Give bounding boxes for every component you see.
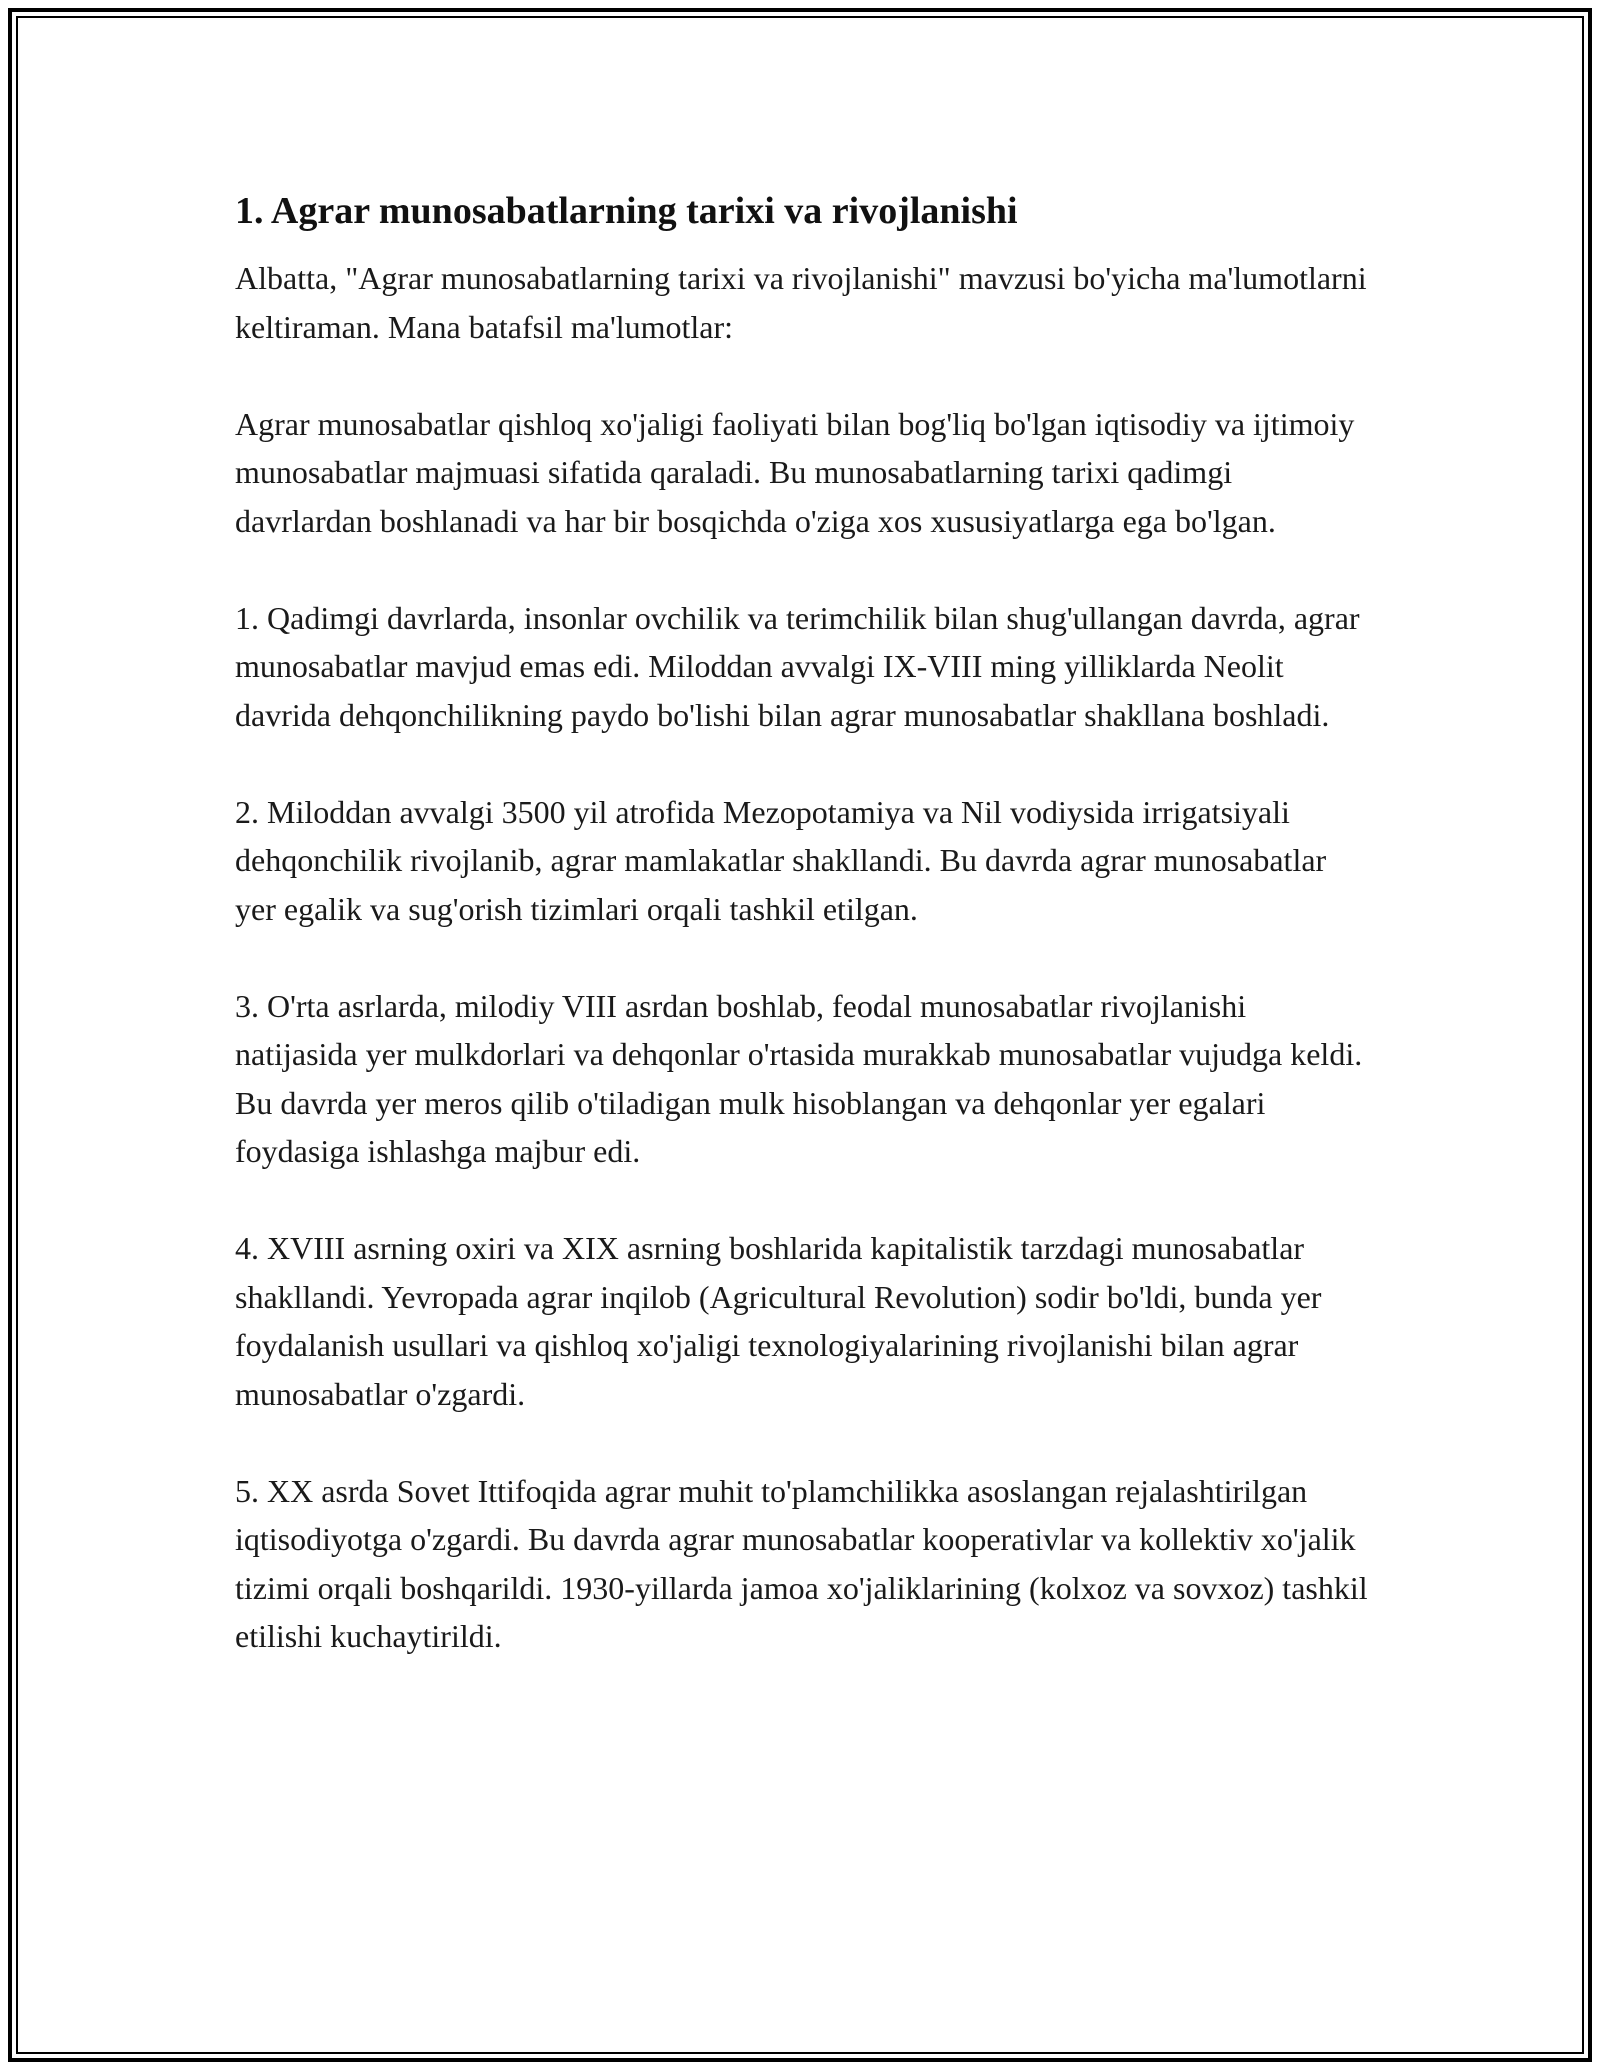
- paragraph-intro: Albatta, "Agrar munosabatlarning tarixi va rivojlanishi" mavzusi bo'yicha ma'lumotlarni keltiraman. Mana batafsil ma'lumotlar:: [235, 260, 1367, 345]
- paragraph-item-4: 4. XVIII asrning oxiri va XIX asrning boshlarida kapitalistik tarzdagi munosabatlar shakllandi. Yevropada agrar inqilob (Agricultural Revolution) sodir bo'ldi, bunda yer foydalanish usullari va qishloq xo'jaligi texnologiyalarining rivojlanishi bilan agrar munosabatlar o'zgardi.: [235, 1230, 1322, 1412]
- paragraph-item-5: 5. XX asrda Sovet Ittifoqida agrar muhit to'plamchilikka asoslangan rejalashtirilgan iqtisodiyotga o'zgardi. Bu davrda agrar munosabatlar kooperativlar va kollektiv xo'jalik tizimi orqali boshqarildi. 1930-yillarda jamoa xo'jaliklarining (kolxoz va sovxoz) tashkil etilishi kuchaytirildi.: [235, 1472, 1368, 1654]
- paragraph-item-1: 1. Qadimgi davrlarda, insonlar ovchilik va terimchilik bilan shug'ullangan davrda, agrar munosabatlar mavjud emas edi. Miloddan avvalgi IX-VIII ming yilliklarda Neolit davrida dehqonchilikning paydo bo'lishi bilan agrar munosabatlar shakllana boshladi.: [235, 599, 1360, 733]
- paragraph-definition: Agrar munosabatlar qishloq xo'jaligi faoliyati bilan bog'liq bo'lgan iqtisodiy va ijtimoiy munosabatlar majmuasi sifatida qaraladi. Bu munosabatlarning tarixi qadimgi davrlardan boshlanadi va har bir bosqichda o'ziga xos xususiyatlarga ega bo'lgan.: [235, 405, 1355, 539]
- document-title: 1. Agrar munosabatlarning tarixi va rivojlanishi: [235, 190, 1018, 232]
- document-body: [235, 186, 1370, 1709]
- paragraph-item-2: 2. Miloddan avvalgi 3500 yil atrofida Mezopotamiya va Nil vodiysida irrigatsiyali dehqonchilik rivojlanib, agrar mamlakatlar shakllandi. Bu davrda agrar munosabatlar yer egalik va sug'orish tizimlari orqali tashkil etilgan.: [235, 793, 1327, 927]
- paragraph-item-3: 3. O'rta asrlarda, milodiy VIII asrdan boshlab, feodal munosabatlar rivojlanishi natijasida yer mulkdorlari va dehqonlar o'rtasida murakkab munosabatlar vujudga keldi. Bu davrda yer meros qilib o'tiladigan mulk hisoblangan va dehqonlar yer egalari foydasiga ishlashga majbur edi.: [235, 987, 1363, 1169]
